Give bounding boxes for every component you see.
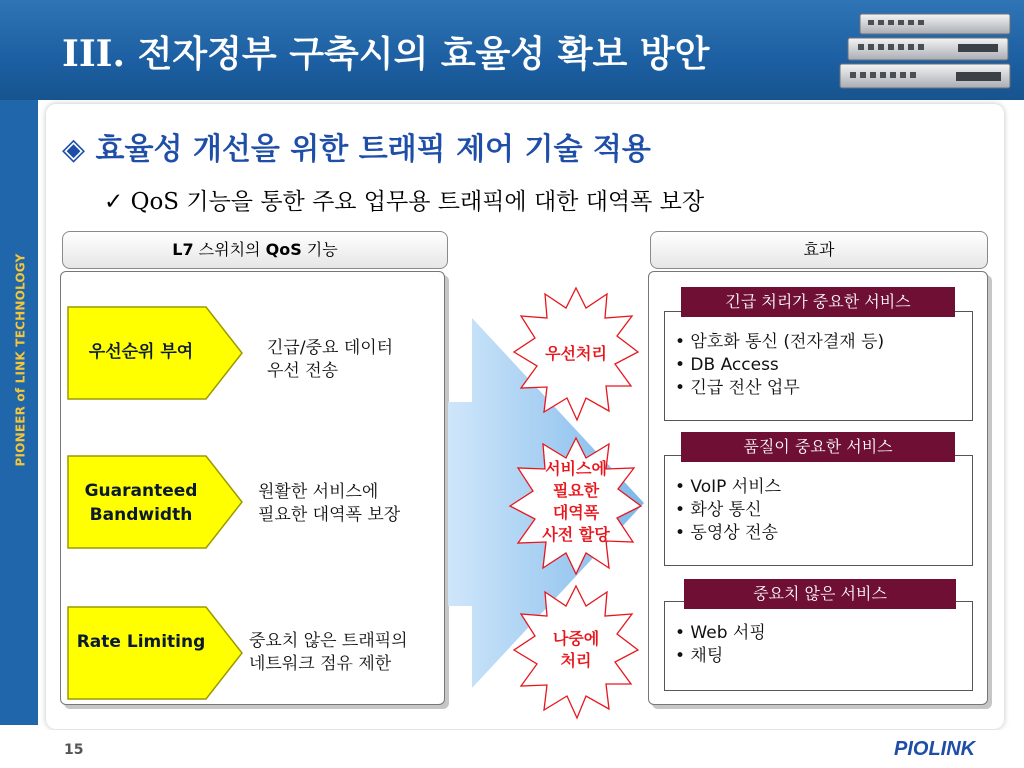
feature-desc-priority [267,337,393,383]
effect-label-line: 필요한 [552,481,600,500]
page-number: 15 [64,742,84,758]
effect-label-priority: 우선처리 [545,344,607,363]
effect-label-line: 나중에 [552,629,600,648]
service-item: • 동영상 전송 [675,523,778,543]
header-suffix: 기능 [301,240,338,259]
service-item: • 화상 통신 [675,500,762,520]
slide-title [62,26,709,77]
right-column-header: 효과 [650,231,988,269]
title-text: 전자정부 구축시의 효율성 확보 방안 [137,33,710,75]
feature-desc-line: 원활한 서비스에 [258,482,379,502]
service-item: • 암호화 통신 (전자결재 등) [675,332,885,352]
feature-label-rate: Rate Limiting [76,632,206,652]
feature-desc-line: 긴급/중요 데이터 [267,338,394,358]
service-box-unimportant [664,601,973,691]
feature-desc-line: 중요치 않은 트래픽의 [249,631,408,651]
header-qos: QoS [265,240,302,259]
service-box-quality [664,455,973,566]
feature-label-priority: 우선순위 부여 [88,342,194,362]
category-header-quality: 품질이 중요한 서비스 [681,432,955,462]
left-column-header [62,231,448,269]
side-tagline [2,250,38,470]
effect-label-line: 서비스에 [545,459,607,478]
feature-desc-rate [249,630,408,676]
bullet-point: ✓ QoS 기능을 통한 주요 업무용 트래픽에 대한 대역폭 보장 [104,189,705,215]
effect-label-line: 대역폭 [552,503,600,522]
effect-label-line: 처리 [560,651,592,670]
feature-desc-line: 네트워크 점유 제한 [249,654,392,674]
feature-desc-line: 우선 전송 [267,361,339,381]
slide-subtitle: ◈ 효율성 개선을 위한 트래픽 제어 기술 적용 [62,132,651,167]
effect-label-line: 사전 할당 [542,525,610,544]
category-header-urgent: 긴급 처리가 중요한 서비스 [681,287,955,317]
category-header-unimportant: 중요치 않은 서비스 [684,579,956,609]
side-tagline-text: PIONEER of LINK TECHNOLOGY [13,253,27,467]
footer [0,730,1024,768]
service-item: • VoIP 서비스 [675,477,782,497]
feature-desc-line: 필요한 대역폭 보장 [258,505,401,525]
service-item: • 긴급 전산 업무 [675,378,800,398]
header-l7: L7 [172,240,194,259]
service-item: • Web 서핑 [675,623,766,643]
service-item: • 채팅 [675,646,724,666]
effect-label-guaranteed [531,458,621,546]
brand-logo: PIOLINK [894,738,976,760]
effect-label-rate [541,628,611,672]
section-number: III. [62,33,126,75]
feature-label-guaranteed: Guaranteed Bandwidth [84,481,198,525]
header-mid: 스위치의 [193,240,266,259]
server-rack-image [838,10,1018,92]
feature-desc-guaranteed [258,481,400,527]
service-box-urgent [664,311,973,421]
service-item: • DB Access [675,355,779,375]
